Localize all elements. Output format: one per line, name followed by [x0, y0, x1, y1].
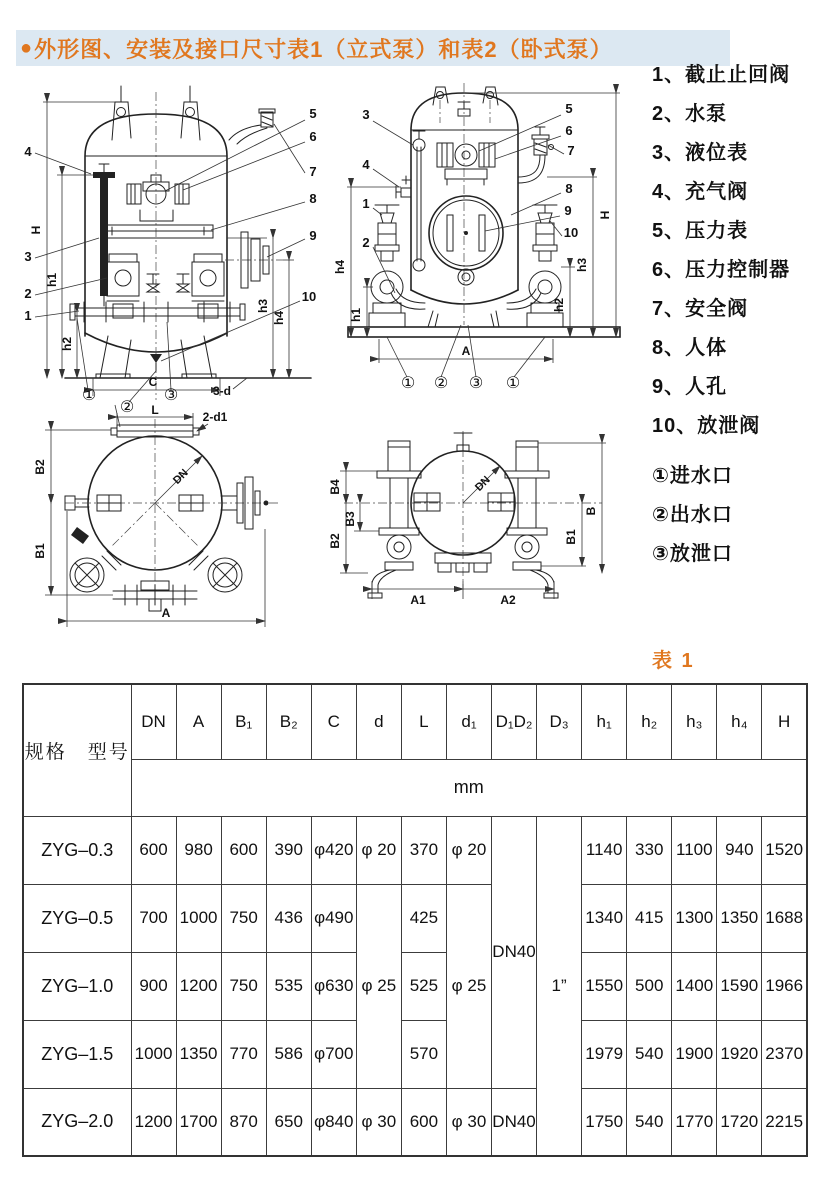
- legend-item-5: 5、压力表: [652, 220, 749, 242]
- table-cell: 1000: [131, 1020, 176, 1088]
- legend-port-drain: ③放泄口: [652, 543, 733, 565]
- bullet-icon: ●: [20, 37, 33, 59]
- callout-8: 8: [565, 181, 573, 196]
- table-cell: 650: [266, 1088, 311, 1156]
- row-model: ZYG–2.0: [23, 1088, 131, 1156]
- diagram-vertical-pump-front-2: [333, 75, 643, 405]
- callout-6: 6: [309, 129, 317, 144]
- port-1: ①: [400, 375, 416, 392]
- table-cell: 1688: [762, 884, 807, 952]
- row-model: ZYG–1.0: [23, 952, 131, 1020]
- table-cell: 940: [717, 816, 762, 884]
- unit-cell: mm: [131, 759, 807, 816]
- legend-item-4: 4、充气阀: [652, 181, 749, 203]
- base-frame: [348, 327, 620, 337]
- col-header: A: [176, 684, 221, 759]
- table-cell: 390: [266, 816, 311, 884]
- dim-label-h1: h1: [349, 307, 363, 323]
- table-cell: φ840: [311, 1088, 356, 1156]
- col-header: d₁: [446, 684, 491, 759]
- dim-label-h3: h3: [256, 298, 270, 314]
- dimension-table-1: [22, 683, 808, 1157]
- table-cell: 1550: [582, 952, 627, 1020]
- table-cell: 1000: [176, 884, 221, 952]
- callout-7: 7: [567, 143, 575, 158]
- legend-item-3: 3、液位表: [652, 142, 749, 164]
- table-cell: 1750: [582, 1088, 627, 1156]
- table-cell: 750: [221, 884, 266, 952]
- legend-port-inlet: ①进水口: [652, 465, 733, 487]
- col-header: d: [356, 684, 401, 759]
- legend-item-2: 2、水泵: [652, 103, 728, 125]
- table-cell: 525: [401, 952, 446, 1020]
- legend-item-8: 8、人体: [652, 337, 728, 359]
- table-cell: 600: [131, 816, 176, 884]
- table-cell: φ420: [311, 816, 356, 884]
- table-cell: 415: [627, 884, 672, 952]
- dim-label-B2: B2: [328, 533, 342, 549]
- dim-label-h1: h1: [45, 272, 59, 288]
- table-cell: 1340: [582, 884, 627, 952]
- col-header: B₂: [266, 684, 311, 759]
- manhole: [429, 196, 503, 285]
- port-3: ③: [468, 375, 484, 392]
- table-cell: φ630: [311, 952, 356, 1020]
- level-gauge: [413, 131, 425, 271]
- table-cell: 1979: [582, 1020, 627, 1088]
- table-cell: 1100: [672, 816, 717, 884]
- callout-9: 9: [309, 228, 317, 243]
- diagram-top-view-1: [15, 403, 335, 658]
- row-model: ZYG–1.5: [23, 1020, 131, 1088]
- dim-label-h3: h3: [575, 257, 589, 273]
- callout-4: 4: [362, 157, 370, 172]
- dim-label-3d: 3-d: [213, 384, 231, 398]
- dim-label-h2: h2: [60, 336, 74, 352]
- dim-label-2d1: 2-d1: [202, 410, 228, 424]
- spec-model-header: 规格 型号: [23, 684, 131, 816]
- gauge-and-controller: [437, 102, 495, 185]
- dim-label-A: A: [461, 344, 471, 358]
- table-cell: φ 30: [356, 1088, 401, 1156]
- table-cell-merged: φ 25: [446, 884, 491, 1088]
- port-1: ①: [81, 387, 97, 404]
- table-cell: 1200: [176, 952, 221, 1020]
- dim-label-B2: B2: [33, 459, 47, 475]
- table-cell: DN40: [492, 1088, 537, 1156]
- diagram-top-view-2: [330, 423, 620, 638]
- col-header: DN: [131, 684, 176, 759]
- drain-valve: [150, 354, 162, 371]
- legend-item-1: 1、截止止回阀: [652, 64, 791, 86]
- table-cell: 370: [401, 816, 446, 884]
- table-cell: 1770: [672, 1088, 717, 1156]
- parts-legend: [652, 62, 830, 580]
- port-2: ②: [433, 375, 449, 392]
- table-cell: 1900: [672, 1020, 717, 1088]
- table-cell: 436: [266, 884, 311, 952]
- table-cell: 1140: [582, 816, 627, 884]
- callout-5: 5: [565, 101, 573, 116]
- col-header: D₃: [537, 684, 582, 759]
- table-cell: 980: [176, 816, 221, 884]
- diagram-vertical-pump-front-1: [15, 78, 340, 416]
- table-cell: 2370: [762, 1020, 807, 1088]
- col-header: h₁: [582, 684, 627, 759]
- table-cell: 700: [131, 884, 176, 952]
- table-cell: 1520: [762, 816, 807, 884]
- callout-7: 7: [309, 164, 317, 179]
- table-cell: 1400: [672, 952, 717, 1020]
- dim-label-A2: A2: [500, 593, 516, 607]
- dim-label-A: A: [161, 606, 171, 620]
- port-3: ③: [163, 387, 179, 404]
- table-cell: φ 30: [446, 1088, 491, 1156]
- col-header: C: [311, 684, 356, 759]
- dimensions: [29, 102, 294, 398]
- dim-label-h4: h4: [333, 259, 347, 275]
- table-cell-merged: 1”: [537, 816, 582, 1156]
- dim-label-B4: B4: [328, 479, 342, 495]
- manhole-side: [225, 232, 283, 288]
- dim-label-B: B: [584, 506, 598, 516]
- legend-item-10: 10、放泄阀: [652, 415, 761, 437]
- col-header: h₃: [672, 684, 717, 759]
- table-cell: 600: [221, 816, 266, 884]
- dim-label-h4: h4: [272, 310, 286, 326]
- callout-2: 2: [362, 235, 370, 250]
- callout-3: 3: [24, 249, 32, 264]
- table-cell: 600: [401, 1088, 446, 1156]
- dim-label-B3: B3: [343, 511, 357, 527]
- port-markers: [77, 318, 178, 416]
- table-cell: 500: [627, 952, 672, 1020]
- table-cell: 330: [627, 816, 672, 884]
- shell-plan: [65, 419, 280, 601]
- table-cell-merged: DN40: [492, 816, 537, 1088]
- table1: [22, 683, 808, 1157]
- dim-label-A1: A1: [410, 593, 426, 607]
- dim-label-B1: B1: [33, 543, 47, 559]
- table-cell: 535: [266, 952, 311, 1020]
- page-title: 外形图、安装及接口尺寸表1（立式泵）和表2（卧式泵）: [34, 36, 613, 62]
- dim-label-H: H: [29, 225, 43, 235]
- table-cell: φ490: [311, 884, 356, 952]
- col-header: H: [762, 684, 807, 759]
- table-cell: 1300: [672, 884, 717, 952]
- dim-label-L: L: [151, 403, 159, 417]
- shell-plan: [344, 431, 602, 588]
- safety-valve: [518, 127, 554, 183]
- table-cell: 1200: [131, 1088, 176, 1156]
- section-title-bar: [16, 30, 730, 66]
- callout-2: 2: [24, 286, 32, 301]
- callout-4: 4: [24, 144, 32, 159]
- dim-label-DN: DN: [171, 467, 191, 487]
- dim-label-B1: B1: [564, 529, 578, 545]
- port-markers: [387, 325, 545, 392]
- port-2: ②: [119, 399, 135, 416]
- col-header: B₁: [221, 684, 266, 759]
- table-cell: 870: [221, 1088, 266, 1156]
- table-cell: 1350: [717, 884, 762, 952]
- tank-outline: [411, 83, 518, 327]
- table-cell: 2215: [762, 1088, 807, 1156]
- callout-9: 9: [564, 203, 572, 218]
- callout-6: 6: [565, 123, 573, 138]
- callout-8: 8: [309, 191, 317, 206]
- manifold-and-valves: [70, 274, 245, 322]
- table-cell: 770: [221, 1020, 266, 1088]
- legend-port-outlet: ②出水口: [652, 504, 733, 526]
- row-model: ZYG–0.3: [23, 816, 131, 884]
- callout-1: 1: [362, 196, 370, 211]
- col-header: L: [401, 684, 446, 759]
- table-cell: 1700: [176, 1088, 221, 1156]
- table-cell: 1350: [176, 1020, 221, 1088]
- table-cell: φ700: [311, 1020, 356, 1088]
- table-cell: 540: [627, 1088, 672, 1156]
- table-cell: φ 20: [356, 816, 401, 884]
- dim-label-DN: DN: [473, 474, 493, 494]
- table-cell: 750: [221, 952, 266, 1020]
- table-cell-merged: φ 25: [356, 884, 401, 1088]
- table-cell: 540: [627, 1020, 672, 1088]
- callout-10: 10: [301, 289, 317, 304]
- table-cell: 1920: [717, 1020, 762, 1088]
- table-cell: 570: [401, 1020, 446, 1088]
- legend-item-6: 6、压力控制器: [652, 259, 791, 281]
- table-cell: 900: [131, 952, 176, 1020]
- dim-label-H: H: [598, 210, 612, 220]
- bottom-pumps-plan: [70, 551, 242, 611]
- table1-label: 表 1: [652, 650, 695, 672]
- dimensions: [328, 443, 606, 607]
- legend-item-7: 7、安全阀: [652, 298, 749, 320]
- dim-label-h2: h2: [552, 297, 566, 313]
- callout-10: 10: [563, 225, 579, 240]
- table-cell: 425: [401, 884, 446, 952]
- port-4: ①: [505, 375, 521, 392]
- row-model: ZYG–0.5: [23, 884, 131, 952]
- callout-5: 5: [309, 106, 317, 121]
- col-header: h₂: [627, 684, 672, 759]
- col-header: D₁D₂: [492, 684, 537, 759]
- callout-1: 1: [24, 308, 32, 323]
- callout-3: 3: [362, 107, 370, 122]
- dim-label-C: C: [148, 375, 158, 389]
- table-cell: 1720: [717, 1088, 762, 1156]
- table-cell: 1966: [762, 952, 807, 1020]
- table-cell: φ 20: [446, 816, 491, 884]
- table-cell: 586: [266, 1020, 311, 1088]
- col-header: h₄: [717, 684, 762, 759]
- table-cell: 1590: [717, 952, 762, 1020]
- legend-item-9: 9、人孔: [652, 376, 728, 398]
